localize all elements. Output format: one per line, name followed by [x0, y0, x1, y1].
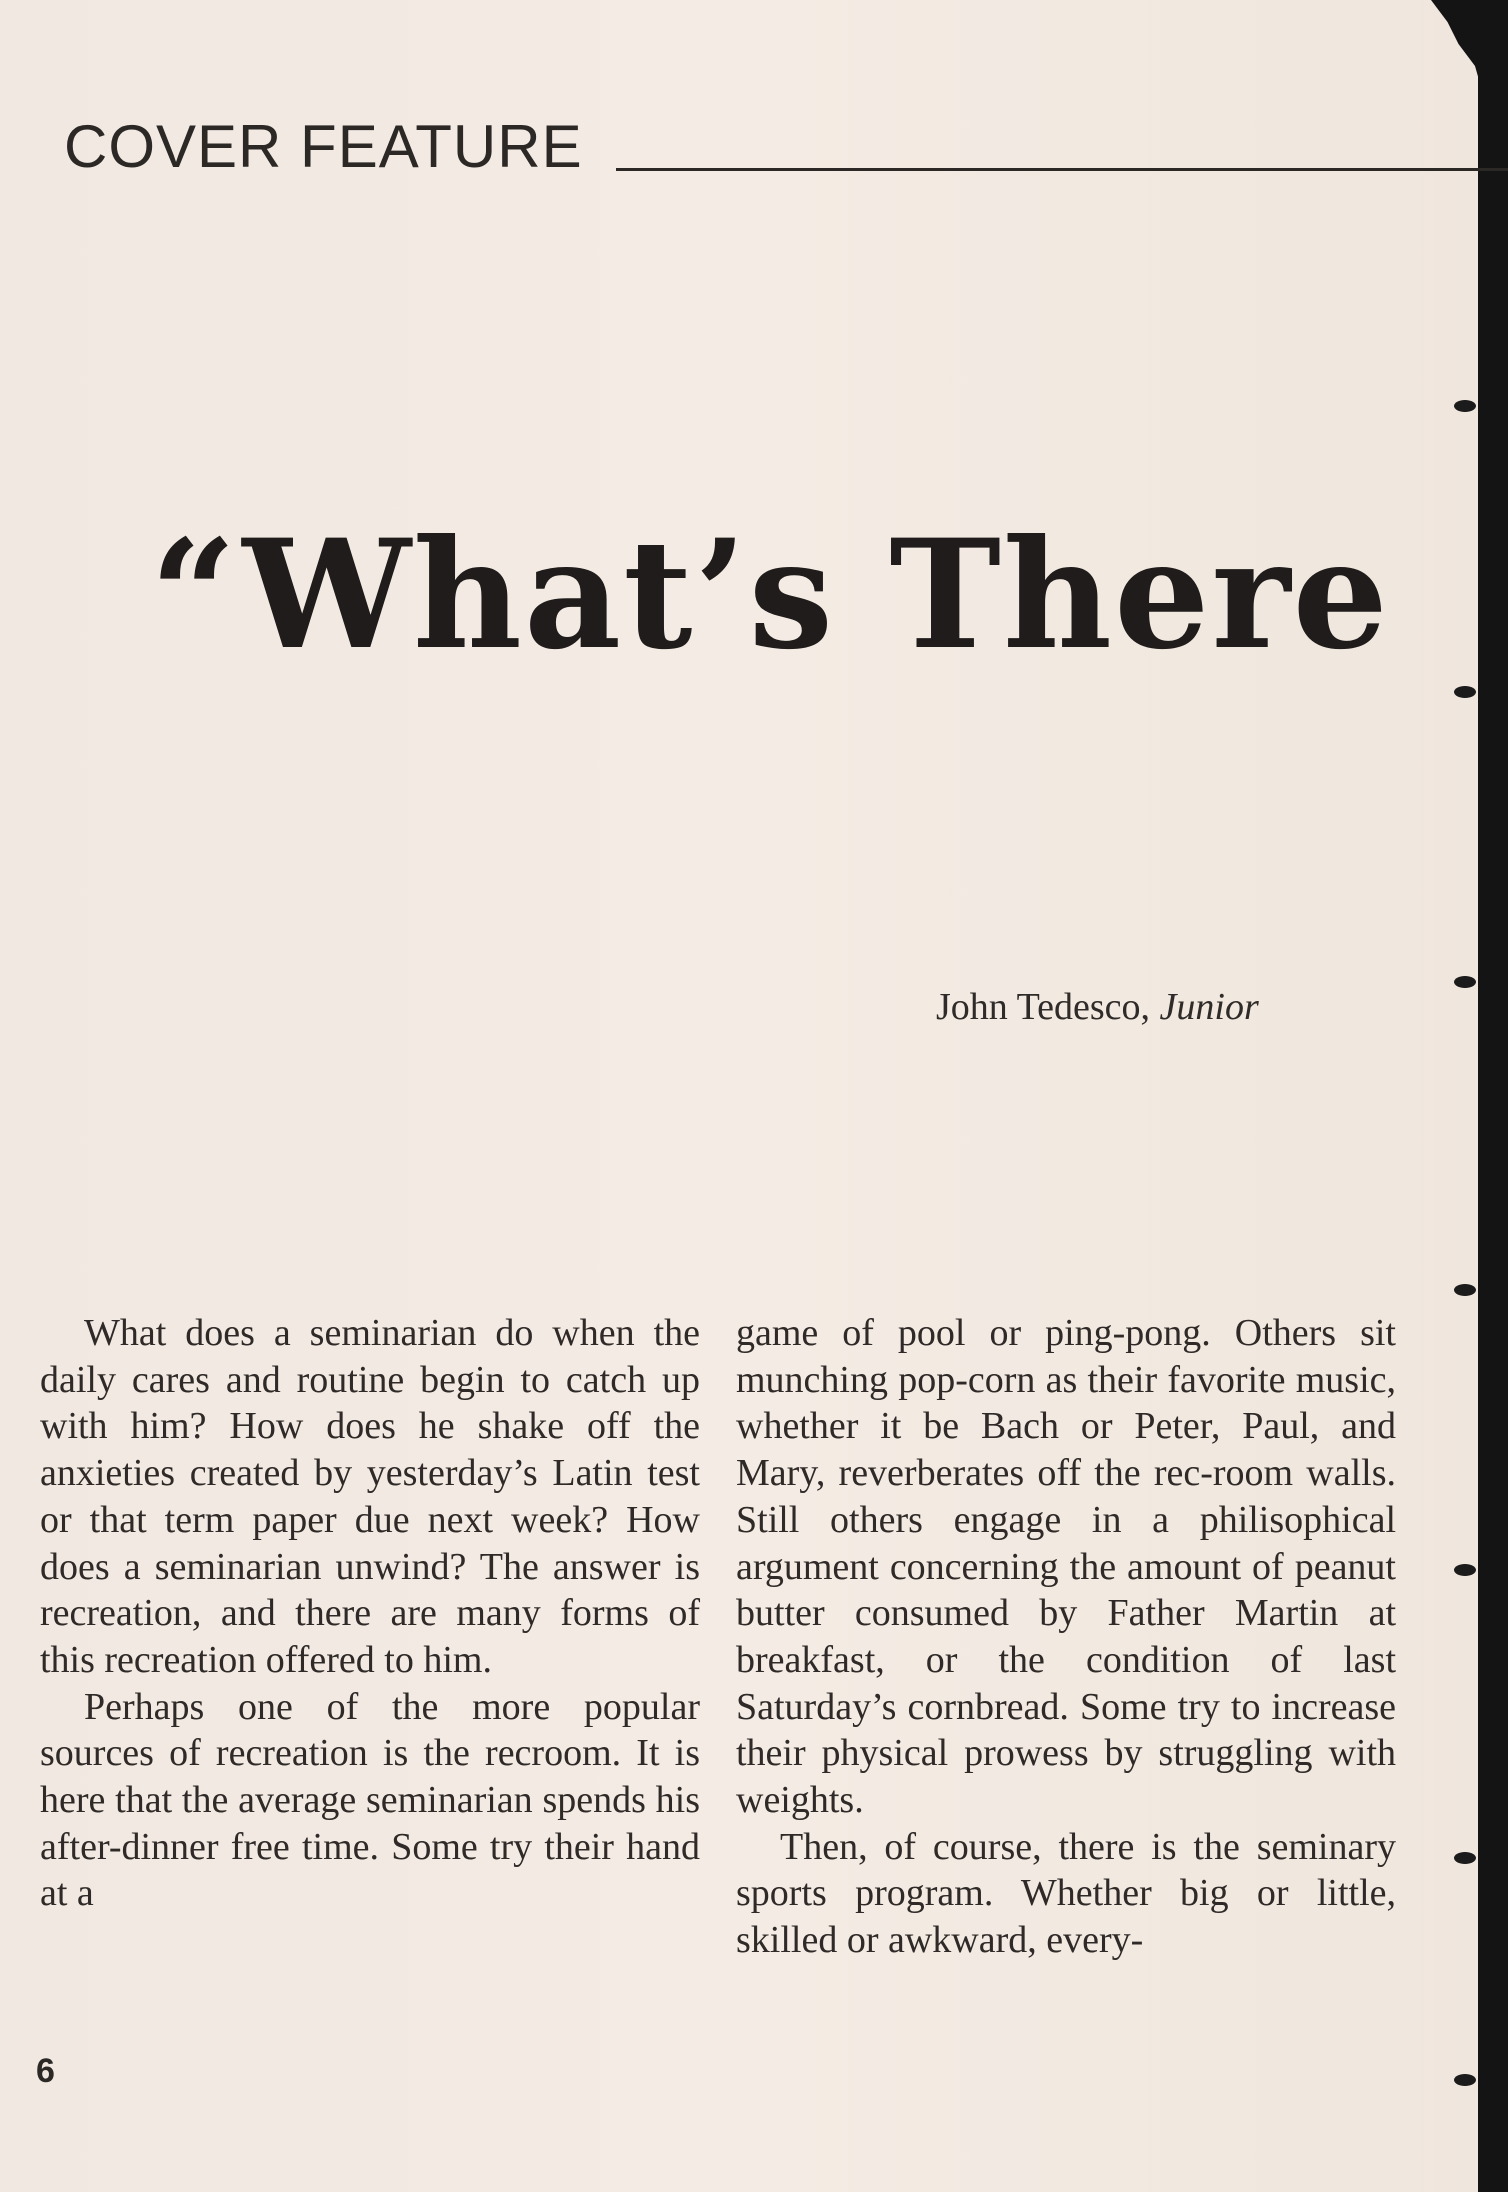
paragraph: What does a seminarian do when the daily cares and routine begin to catch up with him? How does he shake off the anxieties created by yesterday’s Latin test or that term paper due next week? How does a seminarian unwind? The answer is recreation, and there are many forms of this recreation offered to him.: [40, 1312, 700, 1681]
paragraph: game of pool or ping-pong. Others sit munching pop-corn as their favorite music, whether it be Bach or Peter, Paul, and Mary, reverberates off the rec-room walls. Still others engage in a philisophical argument concerning the amount of peanut butter consumed by Father Martin at breakfast, or the condition of last Saturday’s cornbread. Some try to increase their physical prowess by struggling with weights.: [736, 1312, 1396, 1822]
torn-page-corner: [1398, 0, 1508, 110]
page-number: 6: [36, 2052, 55, 2090]
binding-hole: [1454, 1852, 1476, 1864]
author-role: Junior: [1159, 986, 1259, 1028]
header-rule: [616, 168, 1508, 171]
paragraph: Perhaps one of the more popular sources of recreation is the recroom. It is here that the average seminarian spends his after-dinner free time. Some try their hand at a: [40, 1685, 700, 1915]
binding-hole: [1454, 400, 1476, 412]
binding-hole: [1454, 686, 1476, 698]
binding-hole: [1454, 1564, 1476, 1576]
author-name: John Tedesco,: [936, 986, 1151, 1028]
binding-hole: [1454, 2074, 1476, 2086]
body-column-right: [736, 1310, 1396, 1964]
binding-hole: [1454, 976, 1476, 988]
article-title: “What’s There: [150, 507, 1390, 683]
body-column-left: [40, 1310, 700, 1917]
byline: [936, 985, 1259, 1029]
section-header: COVER FEATURE: [64, 113, 583, 180]
paragraph: Then, of course, there is the seminary sports program. Whether big or little, skilled or awkward, every-: [736, 1825, 1396, 1962]
binding-hole: [1454, 1284, 1476, 1296]
torn-page-edge: [1478, 0, 1508, 2192]
